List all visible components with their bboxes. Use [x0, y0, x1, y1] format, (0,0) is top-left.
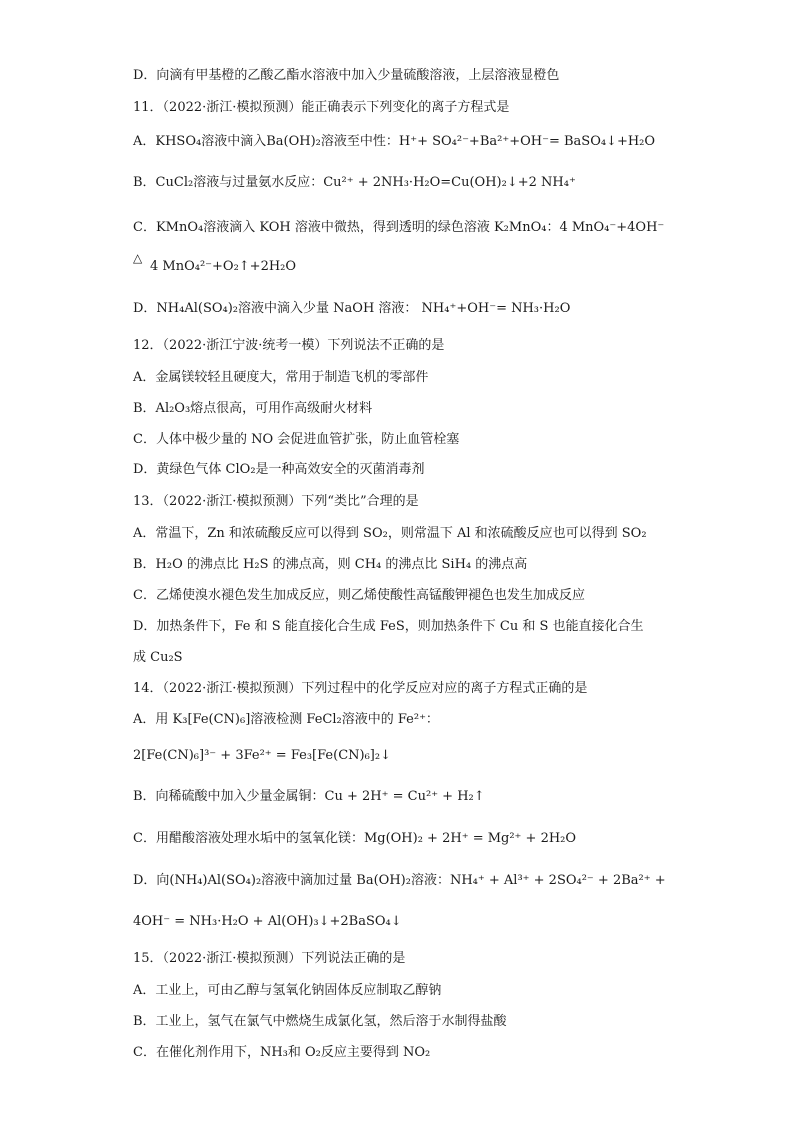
question-11-option-a: A．KHSO₄溶液中滴入Ba(OH)₂溶液至中性：H⁺+ SO₄²⁻+Ba²⁺+OH⁻= BaSO₄↓+H₂O	[133, 134, 656, 149]
question-14-option-a-equation: 2[Fe(CN)₆]³⁻ + 3Fe²⁺ = Fe₃[Fe(CN)₆]₂↓	[133, 748, 391, 763]
question-13-option-a: A．常温下，Zn 和浓硫酸反应可以得到 SO₂，则常温下 Al 和浓硫酸反应也可以得到 SO₂	[133, 526, 647, 541]
question-14-option-b: B．向稀硫酸中加入少量金属铜：Cu + 2H⁺ = Cu²⁺ + H₂↑	[133, 789, 485, 804]
question-12-option-d: D．黄绿色气体 ClO₂是一种高效安全的灭菌消毒剂	[133, 462, 425, 477]
question-14-option-d-line1: D．向(NH₄)Al(SO₄)₂溶液中滴加过量 Ba(OH)₂溶液：NH₄⁺ + Al³⁺ + 2SO₄²⁻ + 2Ba²⁺ +	[133, 873, 666, 888]
question-11-stem: 11．（2022·浙江·模拟预测）能正确表示下列变化的离子方程式是	[133, 100, 510, 115]
question-11-option-c-line1: C．KMnO₄溶液滴入 KOH 溶液中微热，得到透明的绿色溶液 K₂MnO₄：4 MnO₄⁻+4OH⁻	[133, 220, 665, 235]
question-15-option-a: A．工业上，可由乙醇与氢氧化钠固体反应制取乙醇钠	[133, 983, 442, 998]
question-11-option-d: D．NH₄Al(SO₄)₂溶液中滴入少量 NaOH 溶液： NH₄⁺+OH⁻= NH₃·H₂O	[133, 301, 571, 316]
question-13-option-d-line2: 成 Cu₂S	[133, 650, 183, 665]
question-13-option-c: C．乙烯使溴水褪色发生加成反应，则乙烯使酸性高锰酸钾褪色也发生加成反应	[133, 588, 585, 603]
question-10-option-d: D．向滴有甲基橙的乙酸乙酯水溶液中加入少量硫酸溶液，上层溶液显橙色	[133, 68, 560, 83]
question-12-option-a: A．金属镁较轻且硬度大，常用于制造飞机的零部件	[133, 370, 429, 385]
heat-condition-symbol: △	[133, 251, 143, 265]
question-14-option-d-line2: 4OH⁻ = NH₃·H₂O + Al(OH)₃↓+2BaSO₄↓	[133, 914, 402, 929]
question-15-option-b: B．工业上，氢气在氯气中燃烧生成氯化氢，然后溶于水制得盐酸	[133, 1014, 507, 1029]
question-13-stem: 13．（2022·浙江·模拟预测）下列“类比”合理的是	[133, 494, 419, 509]
question-12-option-b: B．Al₂O₃熔点很高，可用作高级耐火材料	[133, 401, 373, 416]
question-12-stem: 12．（2022·浙江宁波·统考一模）下列说法不正确的是	[133, 338, 445, 353]
question-12-option-c: C．人体中极少量的 NO 会促进血管扩张，防止血管栓塞	[133, 432, 460, 447]
question-15-stem: 15．（2022·浙江·模拟预测）下列说法正确的是	[133, 951, 406, 966]
question-13-option-b: B．H₂O 的沸点比 H₂S 的沸点高，则 CH₄ 的沸点比 SiH₄ 的沸点高	[133, 557, 528, 572]
question-14-option-c: C．用醋酸溶液处理水垢中的氢氧化镁：Mg(OH)₂ + 2H⁺ = Mg²⁺ + 2H₂O	[133, 831, 577, 846]
question-11-option-c-line2: 4 MnO₄²⁻+O₂↑+2H₂O	[150, 259, 297, 274]
question-15-option-c: C．在催化剂作用下，NH₃和 O₂反应主要得到 NO₂	[133, 1045, 431, 1060]
question-14-stem: 14．（2022·浙江·模拟预测）下列过程中的化学反应对应的离子方程式正确的是	[133, 681, 588, 696]
question-14-option-a-line1: A．用 K₃[Fe(CN)₆]溶液检测 FeCl₂溶液中的 Fe²⁺：	[133, 712, 439, 727]
question-13-option-d-line1: D．加热条件下，Fe 和 S 能直接化合生成 FeS，则加热条件下 Cu 和 S 也能直接化合生	[133, 619, 644, 634]
question-11-option-b: B．CuCl₂溶液与过量氨水反应：Cu²⁺ + 2NH₃·H₂O=Cu(OH)₂↓+2 NH₄⁺	[133, 175, 576, 190]
